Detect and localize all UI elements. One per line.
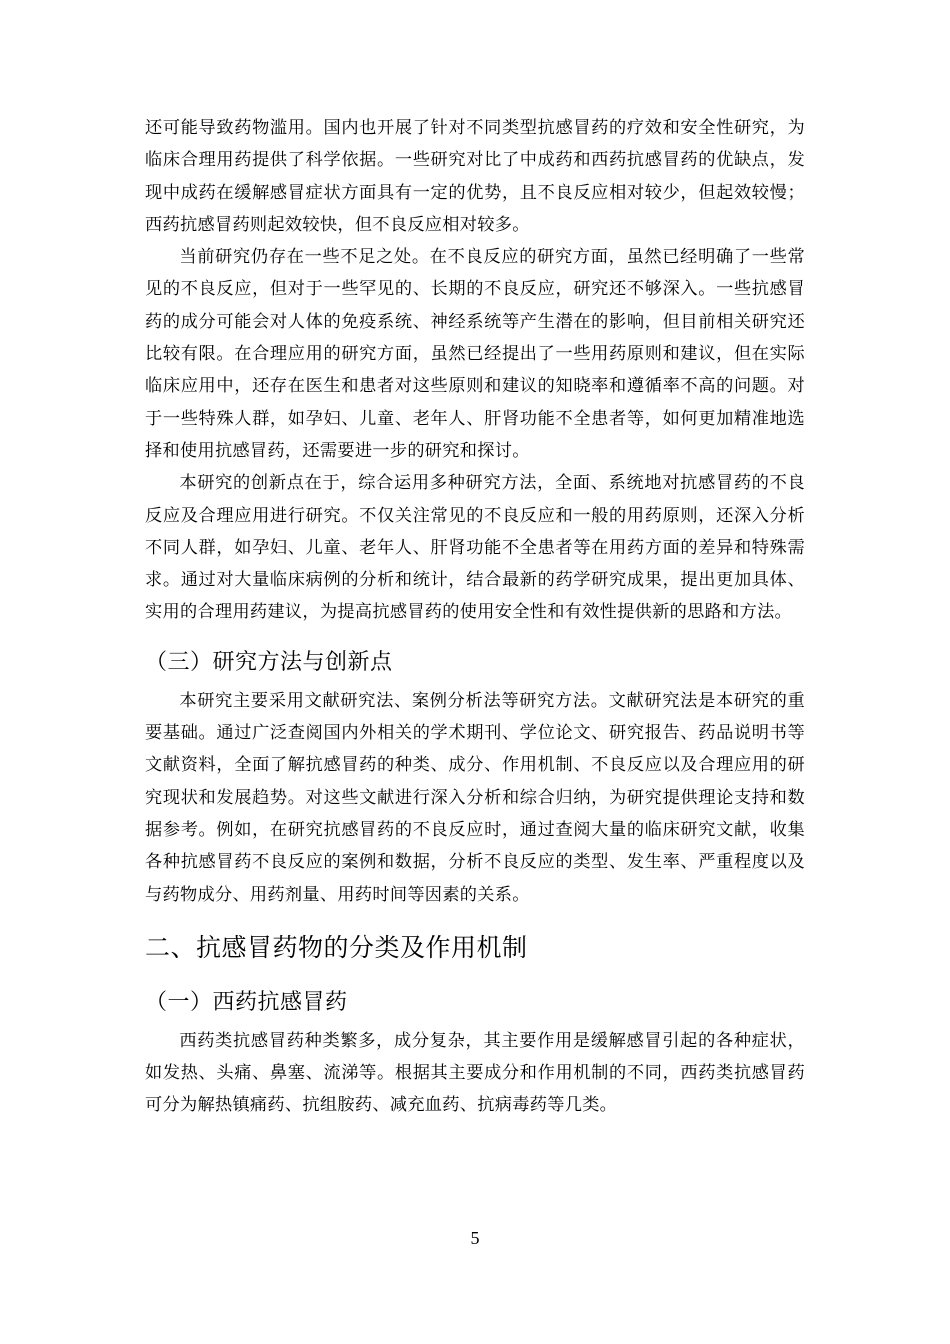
paragraph-innovation: 本研究的创新点在于，综合运用多种研究方法，全面、系统地对抗感冒药的不良反应及合理应用进行研究。不仅关注常见的不良反应和一般的用药原则，还深入分析不同人群，如孕妇、儿童、老年人、肝肾功能不全患者等在用药方面的差异和特殊需求。通过对大量临床病例的分析和统计，结合最新的药学研究成果，提出更加具体、实用的合理用药建议，为提高抗感冒药的使用安全性和有效性提供新的思路和方法。 (145, 473, 805, 623)
paragraph-continued: 还可能导致药物滥用。国内也开展了针对不同类型抗感冒药的疗效和安全性研究，为临床合理用药提供了科学依据。一些研究对比了中成药和西药抗感冒药的优缺点，发现中成药在缓解感冒症状方面具有一定的优势，且不良反应相对较少，但起效较慢；西药抗感冒药则起效较快，但不良反应相对较多。 (145, 118, 805, 235)
chapter-heading: 二、抗感冒药物的分类及作用机制 (145, 932, 528, 962)
paragraph-western-medicine: 西药类抗感冒药种类繁多，成分复杂，其主要作用是缓解感冒引起的各种症状，如发热、头痛、鼻塞、流涕等。根据其主要成分和作用机制的不同，西药类抗感冒药可分为解热镇痛药、抗组胺药、减充血药、抗病毒药等几类。 (145, 1030, 805, 1116)
paragraph-methods: 本研究主要采用文献研究法、案例分析法等研究方法。文献研究法是本研究的重要基础。通过广泛查阅国内外相关的学术期刊、学位论文、研究报告、药品说明书等文献资料，全面了解抗感冒药的种类、成分、作用机制、不良反应以及合理应用的研究现状和发展趋势。对这些文献进行深入分析和综合归纳，为研究提供理论支持和数据参考。例如，在研究抗感冒药的不良反应时，通过查阅大量的临床研究文献，收集各种抗感冒药不良反应的案例和数据，分析不良反应的类型、发生率、严重程度以及与药物成分、用药剂量、用药时间等因素的关系。 (145, 690, 805, 905)
page-number: 5 (470, 1228, 480, 1248)
document-body (145, 112, 805, 1122)
paragraph-research-gaps: 当前研究仍存在一些不足之处。在不良反应的研究方面，虽然已经明确了一些常见的不良反应，但对于一些罕见的、长期的不良反应，研究还不够深入。一些抗感冒药的成分可能会对人体的免疫系统、神经系统等产生潜在的影响，但目前相关研究还比较有限。在合理应用的研究方面，虽然已经提出了一些用药原则和建议，但在实际临床应用中，还存在医生和患者对这些原则和建议的知晓率和遵循率不高的问题。对于一些特殊人群，如孕妇、儿童、老年人、肝肾功能不全患者等，如何更加精准地选择和使用抗感冒药，还需要进一步的研究和探讨。 (145, 247, 805, 461)
section-heading-western-medicine: （一）西药抗感冒药 (145, 989, 348, 1015)
section-heading-methods: （三）研究方法与创新点 (145, 649, 393, 675)
